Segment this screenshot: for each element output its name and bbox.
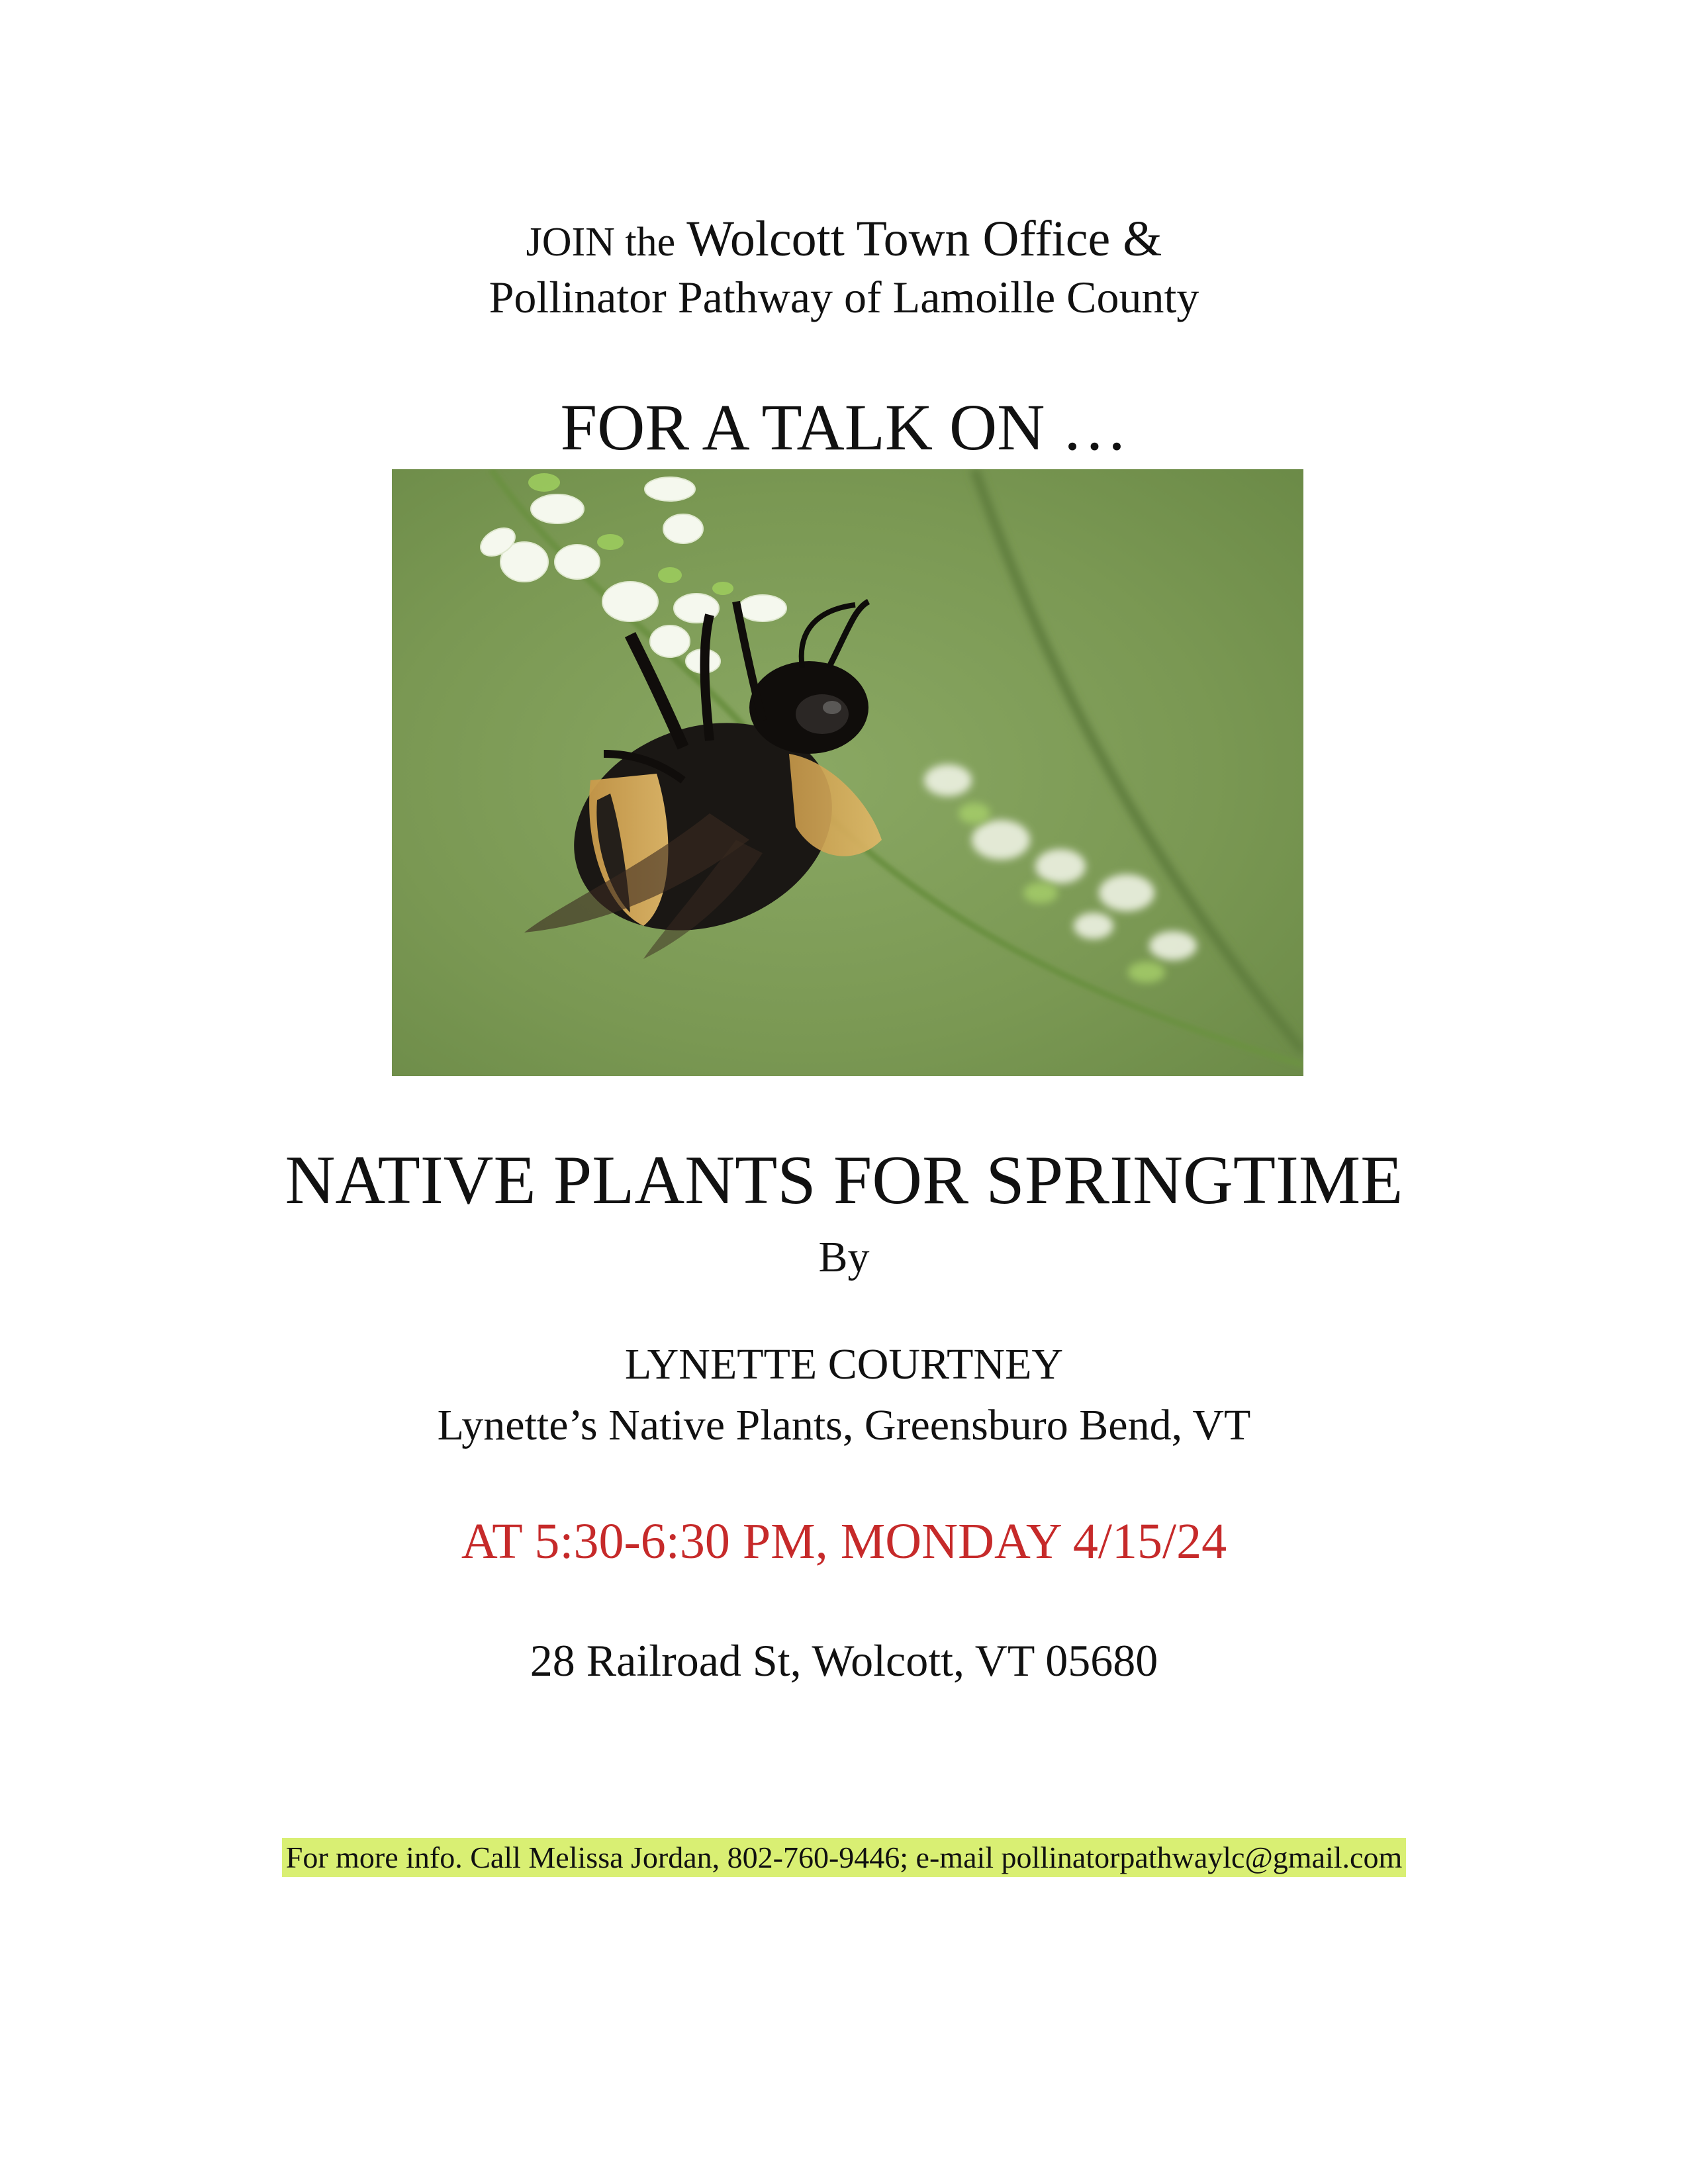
pathway-line: Pollinator Pathway of Lamoille County bbox=[489, 272, 1199, 322]
speaker-company: Lynette’s Native Plants, Greensburo Bend, VT bbox=[437, 1401, 1251, 1449]
bumblebee-photo bbox=[392, 469, 1303, 1076]
speaker-name: LYNETTE COURTNEY bbox=[624, 1340, 1064, 1388]
event-date-time: AT 5:30-6:30 PM, MONDAY 4/15/24 bbox=[461, 1514, 1227, 1569]
contact-info-text: For more info. Call Melissa Jordan, 802-760-9446; e-mail pollinatorpathwaylc@gmail.com bbox=[282, 1838, 1407, 1877]
talk-heading: FOR A TALK ON … bbox=[560, 390, 1128, 464]
event-address: 28 Railroad St, Wolcott, VT 05680 bbox=[530, 1635, 1158, 1686]
join-prefix: JOIN the bbox=[526, 220, 676, 265]
join-org: Wolcott Town Office & bbox=[686, 211, 1162, 267]
by-label: By bbox=[818, 1233, 870, 1281]
contact-info bbox=[0, 1840, 1688, 1875]
event-title: NATIVE PLANTS FOR SPRINGTIME bbox=[285, 1141, 1403, 1218]
header-join-line bbox=[0, 210, 1688, 268]
